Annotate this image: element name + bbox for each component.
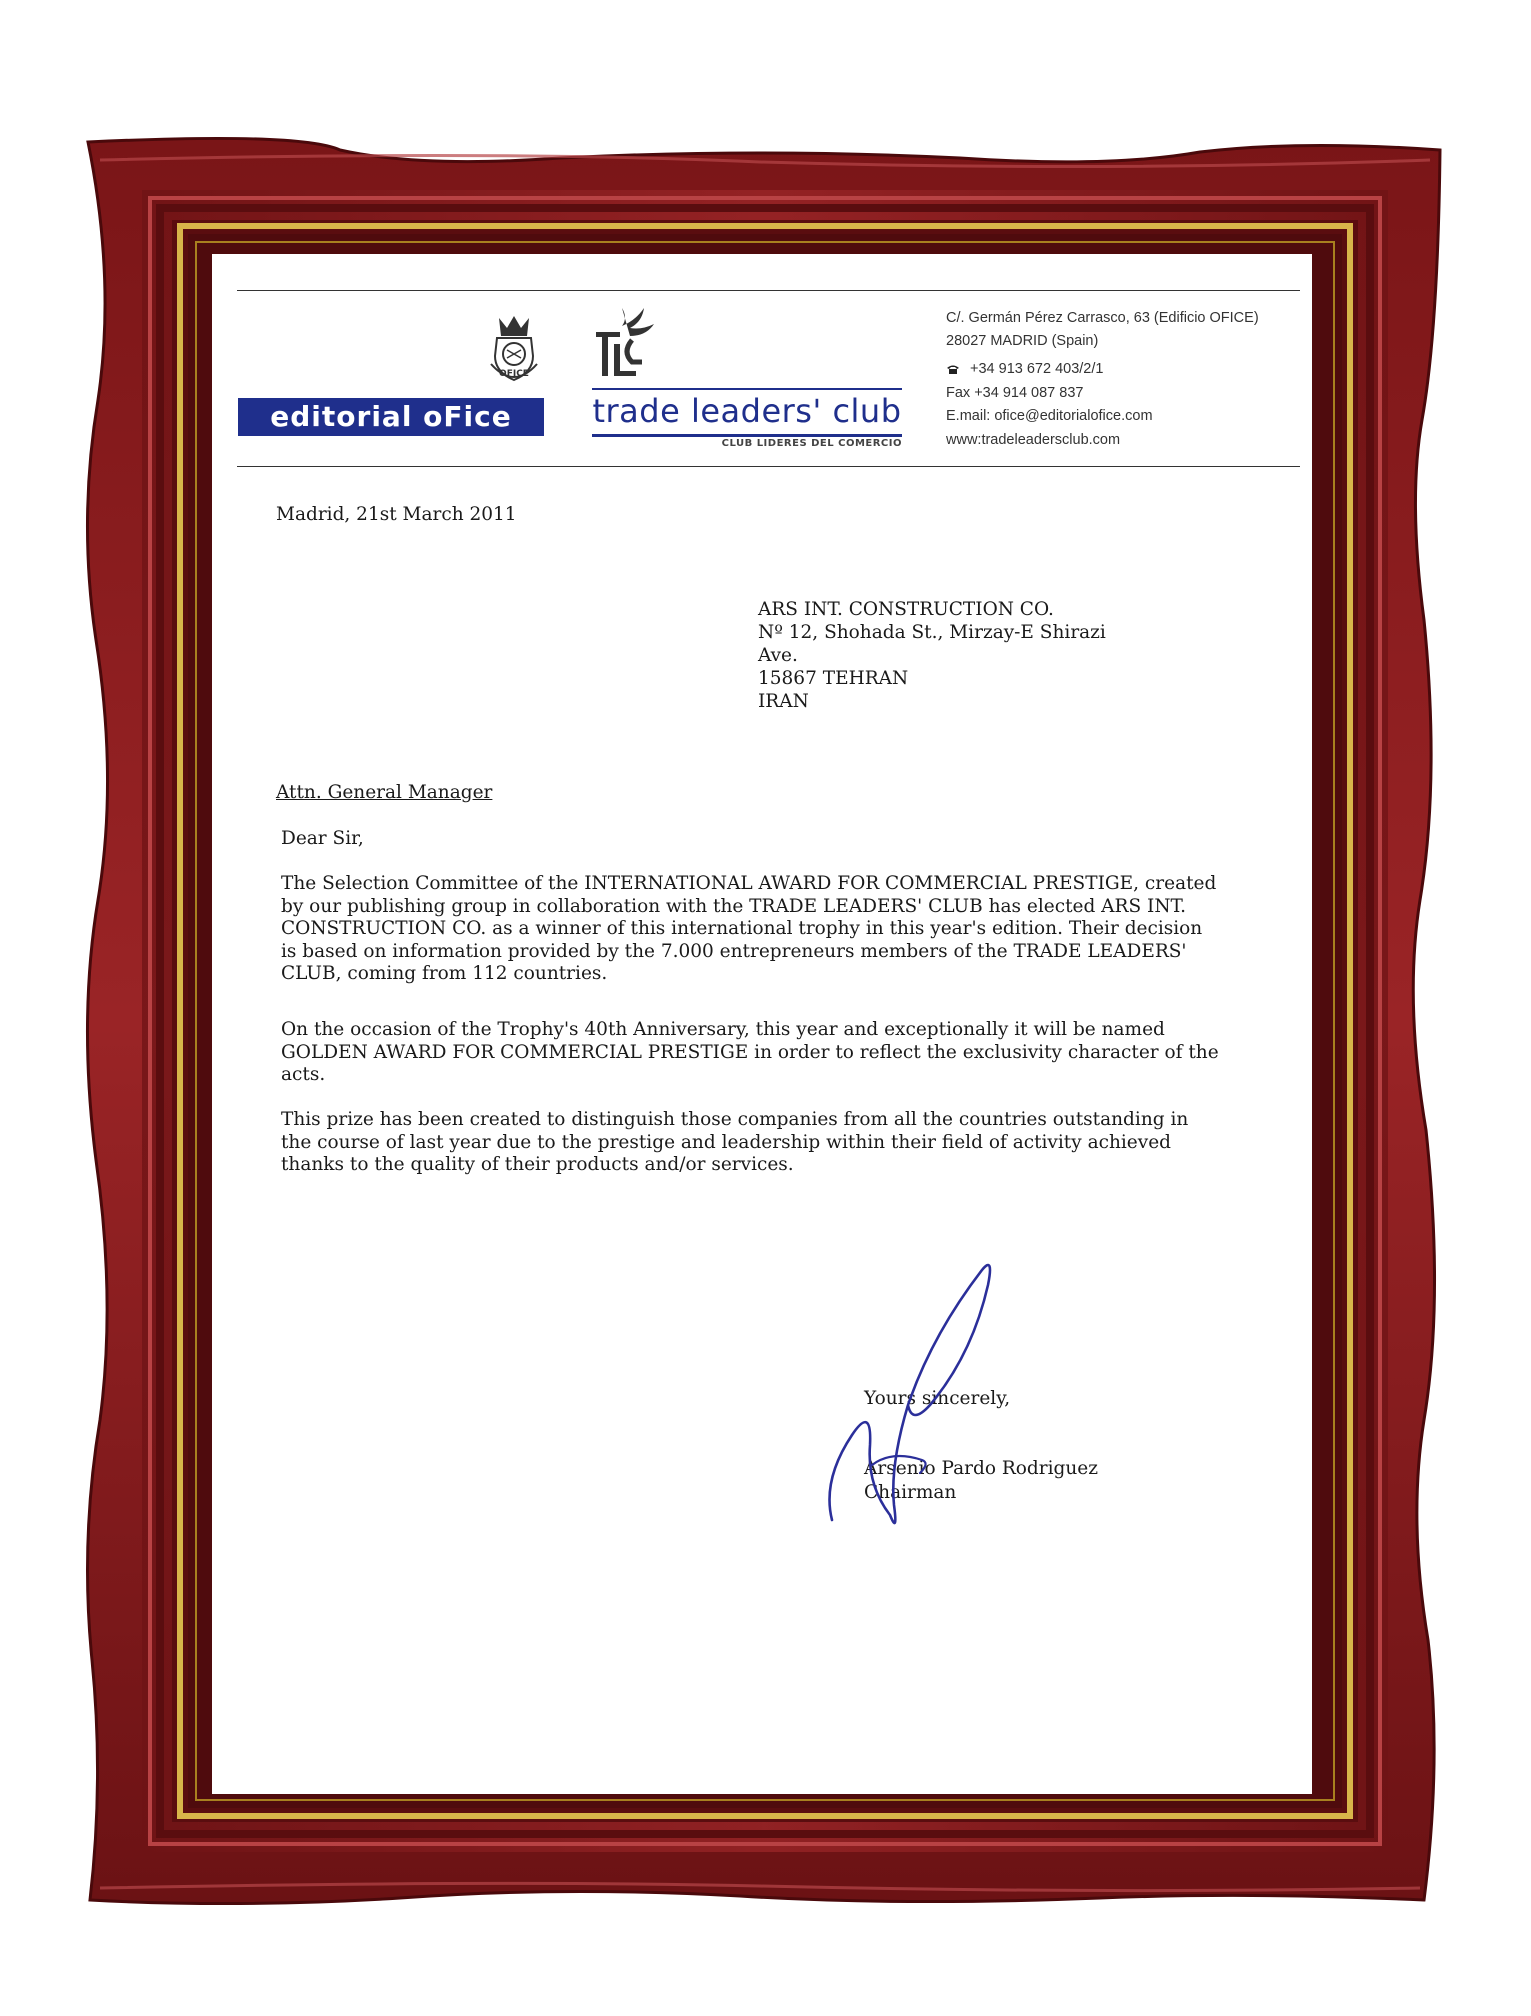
body-paragraph: The Selection Committee of the INTERNATIONAL AWARD FOR COMMERCIAL PRESTIGE, created by our publishing group in collaboration with the TRADE LEADERS' CLUB has elected ARS INT. CONSTRUCTION CO. as a winner of this international trophy in this year's edition. Their decision is based on information provided by the 7.000 entrepreneurs members of the TRADE LEADERS' CLUB, coming from 112 countries. xyxy=(281,873,1217,984)
body-paragraph: This prize has been created to distinguish those companies from all the countries outstanding in the course of last year due to the prestige and leadership within their field of activity achieved thanks to the quality of their products and/or services. xyxy=(281,1109,1189,1175)
body-paragraph: On the occasion of the Trophy's 40th Anniversary, this year and exceptionally it will be named GOLDEN AWARD FOR COMMERCIAL PRESTIGE in order to reflect the exclusivity character of the acts. xyxy=(281,1019,1219,1085)
fax-line: Fax +34 914 087 837 xyxy=(946,385,1084,401)
tlc-logo-name: trade leaders' club xyxy=(592,392,902,430)
tlc-monogram-icon xyxy=(592,304,662,384)
salutation: Dear Sir, xyxy=(281,828,364,849)
tlc-bottom-bar xyxy=(592,434,902,437)
handwritten-signature xyxy=(812,1255,1002,1545)
website-line: www:tradeleadersclub.com xyxy=(946,432,1121,448)
recipient-line-2: Nº 12, Shohada St., Mirzay-E Shirazi xyxy=(758,622,1106,643)
ofice-crest-icon xyxy=(479,310,549,390)
header-bottom-rule xyxy=(237,466,1300,467)
ofice-emblem-label: OFICE xyxy=(499,369,529,379)
tlc-subtitle: CLUB LIDERES DEL COMERCIO xyxy=(721,438,902,449)
recipient-line-5: IRAN xyxy=(758,691,809,712)
letter-paper xyxy=(212,254,1312,1794)
telephone-icon xyxy=(946,364,960,374)
letter-date: Madrid, 21st March 2011 xyxy=(276,504,517,525)
phone-number: +34 913 672 403/2/1 xyxy=(970,361,1104,377)
email-line: E.mail: ofice@editorialofice.com xyxy=(946,408,1153,424)
recipient-line-1: ARS INT. CONSTRUCTION CO. xyxy=(758,599,1054,620)
signer-name: Arsenio Pardo Rodriguez xyxy=(864,1458,1098,1479)
signer-title: Chairman xyxy=(864,1482,957,1503)
header-top-rule xyxy=(237,290,1300,291)
closing: Yours sincerely, xyxy=(864,1388,1011,1409)
phone-line xyxy=(946,361,1103,377)
recipient-line-4: 15867 TEHRAN xyxy=(758,668,909,689)
tlc-top-bar xyxy=(592,388,902,390)
attention-line: Attn. General Manager xyxy=(276,782,493,803)
ofice-logo-text: editorial oFice xyxy=(270,400,512,433)
editorial-ofice-logo xyxy=(238,398,544,436)
address-line-1: C/. Germán Pérez Carrasco, 63 (Edificio OFICE) xyxy=(946,310,1259,326)
recipient-line-3: Ave. xyxy=(758,645,798,666)
address-line-2: 28027 MADRID (Spain) xyxy=(946,333,1099,349)
